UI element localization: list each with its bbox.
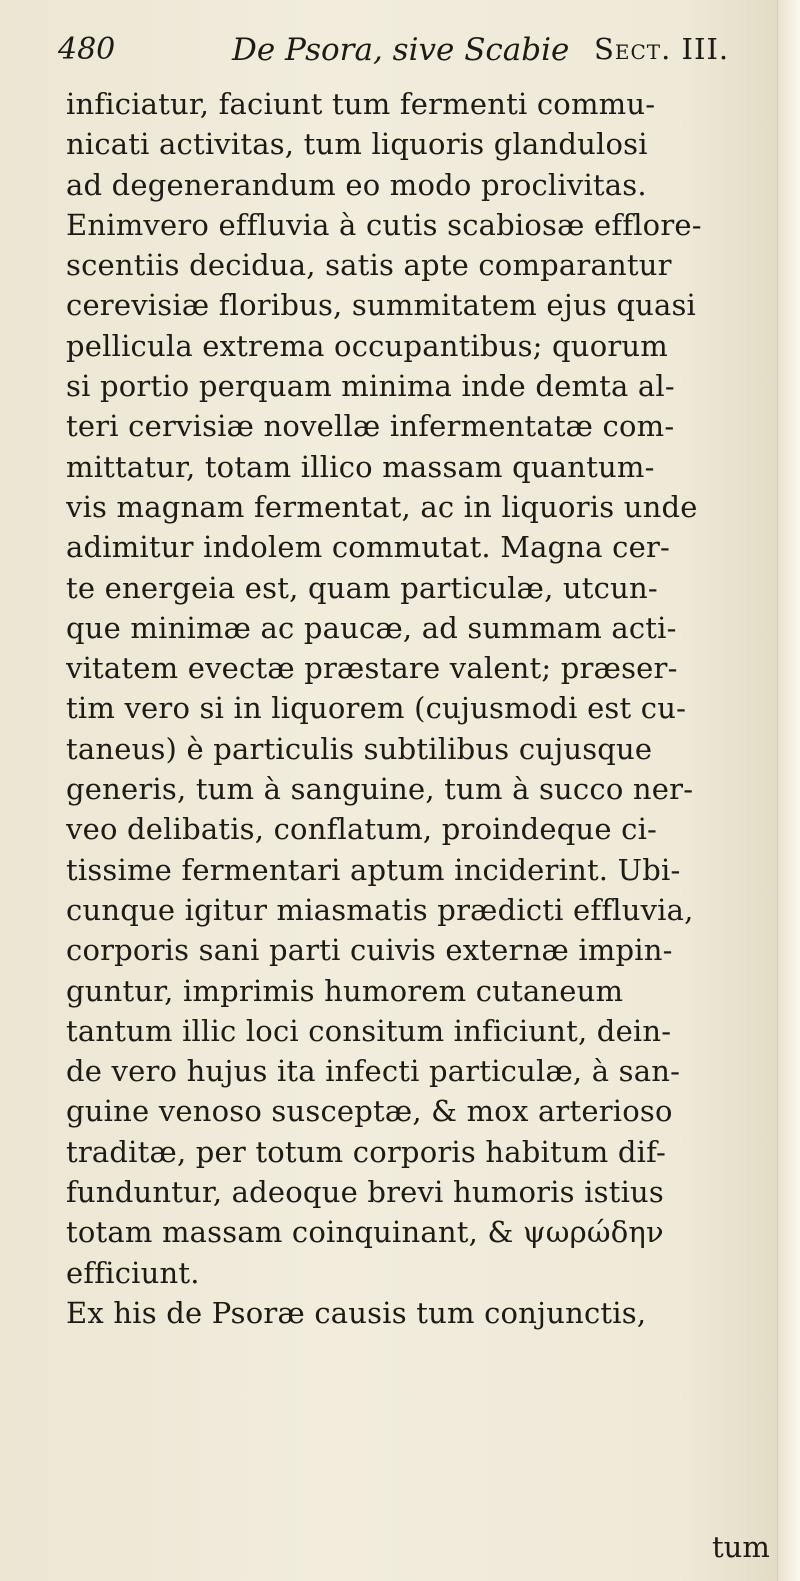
text-line: teri cervisiæ novellæ infermentatæ com- (66, 409, 675, 444)
text-line: totam massam coinquinant, & ψωρώδην (66, 1215, 664, 1250)
text-line: Ex his de Psoræ causis tum conjunctis, (66, 1295, 647, 1330)
text-line: mittatur, totam illico massam quantum- (66, 449, 655, 484)
catchword: tum (712, 1530, 770, 1564)
body-text (66, 84, 766, 1333)
text-line: te energeia est, quam particulæ, utcun- (66, 570, 658, 605)
text-line: guntur, imprimis humorem cutaneum (66, 973, 624, 1008)
text-line: inficiatur, faciunt tum fermenti commu- (66, 87, 656, 121)
text-line: ad degenerandum eo modo proclivitas. (66, 167, 647, 202)
text-line: vis magnam fermentat, ac in liquoris unde (66, 489, 698, 524)
text-line: vitatem evectæ præstare valent; præser- (66, 651, 678, 686)
running-title: De Psora, sive Scabie (232, 32, 570, 68)
page-header (58, 32, 770, 76)
page-edge (777, 0, 800, 1581)
text-line: corporis sani parti cuivis externæ impin- (66, 933, 673, 968)
text-line: tim vero si in liquorem (cujusmodi est cu- (66, 691, 687, 726)
text-line: nicati activitas, tum liquoris glandulosi (66, 127, 648, 162)
text-line: pellicula extrema occupantibus; quorum (66, 328, 668, 363)
text-line: cunque igitur miasmatis prædicti effluvia, (66, 892, 694, 927)
text-line: traditæ, per totum corporis habitum dif- (66, 1134, 666, 1169)
text-line: si portio perquam minima inde demta al- (66, 369, 675, 404)
text-line: veo delibatis, conflatum, proindeque ci- (66, 812, 658, 847)
text-line: que minimæ ac paucæ, ad summam acti- (66, 610, 677, 645)
text-line: tissime fermentari aptum inciderint. Ubi- (66, 852, 681, 887)
text-line: efficiunt. (66, 1255, 200, 1290)
text-line: adimitur indolem commutat. Magna cer- (66, 530, 671, 565)
section-label: Sect. III. (594, 32, 730, 66)
text-line: tantum illic loci consitum inficiunt, dein- (66, 1013, 672, 1048)
text-line: de vero hujus ita infecti particulæ, à san- (66, 1054, 681, 1089)
text-line: Enimvero effluvia à cutis scabiosæ efflore- (66, 207, 702, 242)
text-line: guine venoso susceptæ, & mox arterioso (66, 1094, 673, 1129)
text-line: taneus) è particulis subtilibus cujusque (66, 731, 653, 766)
page-number: 480 (58, 32, 116, 67)
text-line: scentiis decidua, satis apte comparantur (66, 248, 672, 283)
text-line: funduntur, adeoque brevi humoris istius (66, 1175, 665, 1210)
text-line: generis, tum à sanguine, tum à succo ner- (66, 772, 694, 807)
text-line: cerevisiæ floribus, summitatem ejus quasi (66, 288, 697, 323)
